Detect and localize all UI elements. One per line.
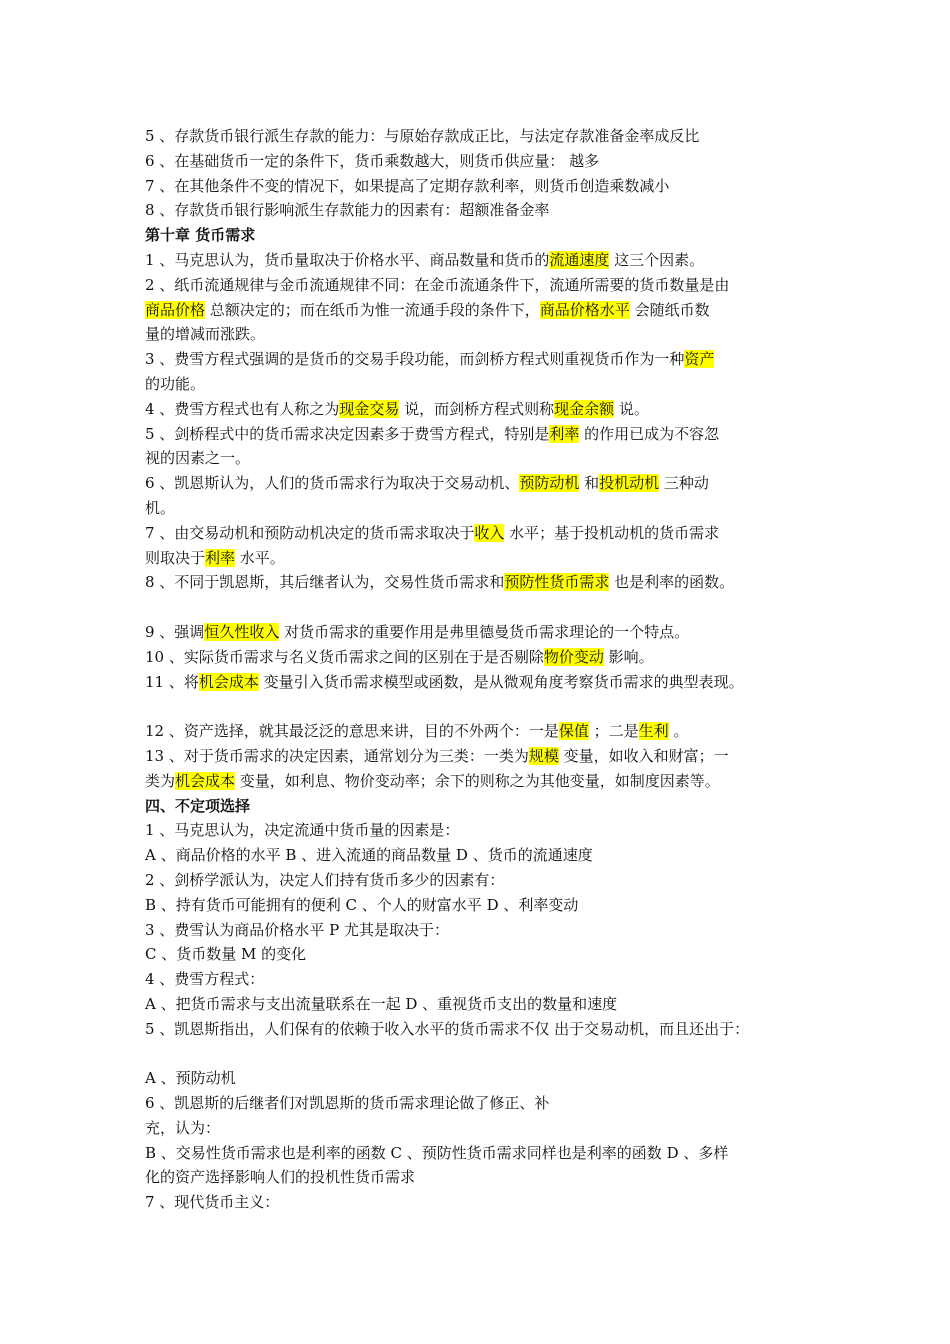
highlighted-answer: 生利	[638, 722, 669, 741]
text-segment: 水平。	[235, 548, 285, 567]
text-line: 充，认为：	[145, 1118, 221, 1137]
text-line	[145, 719, 825, 744]
text-segment: 7 、由交易动机和预防动机决定的货币需求取决于	[145, 523, 475, 542]
text-line	[145, 471, 825, 496]
text-segment: 说。	[614, 399, 649, 418]
text-line	[145, 422, 825, 447]
text-segment: 则取决于	[145, 548, 206, 567]
text-line	[145, 570, 825, 595]
highlighted-answer: 商品价格水平	[539, 300, 630, 319]
text-line: 7 、现代货币主义：	[145, 1193, 280, 1212]
text-line: 量的增减而涨跌。	[145, 325, 266, 344]
text-segment: 三种动	[659, 474, 709, 493]
text-segment: 9 、强调	[145, 622, 205, 641]
text-segment: 总额决定的；而在纸币为惟一流通手段的条件下，	[205, 300, 540, 319]
text-segment: 12 、资产选择，就其最泛泛的意思来讲，目的不外两个：一是	[145, 722, 559, 741]
text-segment: 1 、马克思认为，货币量取决于价格水平、商品数量和货币的	[145, 250, 550, 269]
text-line: 7 、在其他条件不变的情况下，如果提高了定期存款利率，则货币创造乘数减小	[145, 176, 670, 195]
text-line	[145, 645, 825, 670]
highlighted-answer: 保值	[558, 722, 589, 741]
text-segment: 13 、对于货币需求的决定因素，通常划分为三类：一类为	[145, 746, 529, 765]
highlighted-answer: 机会成本	[175, 771, 236, 790]
text-line: 视的因素之一。	[145, 449, 251, 468]
text-segment: 类为	[145, 771, 176, 790]
text-line: 6 、在基础货币一定的条件下，货币乘数越大，则货币供应量： 越多	[145, 151, 600, 170]
text-line	[145, 670, 825, 695]
text-line: 4 、费雪方程式：	[145, 970, 265, 989]
text-segment: 8 、不同于凯恩斯，其后继者认为，交易性货币需求和	[145, 573, 505, 592]
highlighted-answer: 恒久性收入	[204, 622, 280, 641]
highlighted-answer: 利率	[549, 424, 580, 443]
text-line: 化的资产选择影响人们的投机性货币需求	[145, 1168, 416, 1187]
text-segment: 说，而剑桥方程式则称	[399, 399, 555, 418]
text-segment: 对货币需求的重要作用是弗里德曼货币需求理论的一个特点。	[279, 622, 690, 641]
text-line	[145, 248, 825, 273]
text-line: B 、持有货币可能拥有的便利 C 、个人的财富水平 D 、利率变动	[145, 895, 579, 914]
text-line: A 、商品价格的水平 B 、进入流通的商品数量 D 、货币的流通速度	[145, 846, 593, 865]
highlighted-answer: 资产	[684, 350, 715, 369]
text-line: 5 、存款货币银行派生存款的能力：与原始存款成正比，与法定存款准备金率成反比	[145, 127, 700, 145]
text-line: A 、预防动机	[145, 1069, 236, 1088]
text-line: 1 、马克思认为，决定流通中货币量的因素是：	[145, 821, 460, 840]
text-line	[145, 298, 825, 323]
blank-line	[145, 694, 825, 719]
text-line	[145, 546, 825, 571]
highlighted-answer: 收入	[474, 523, 505, 542]
text-line: 6 、凯恩斯的后继者们对凯恩斯的货币需求理论做了修正、补	[145, 1094, 550, 1113]
text-segment: 水平；基于投机动机的货币需求	[504, 523, 720, 542]
highlighted-answer: 流通速度	[549, 250, 610, 269]
text-segment: 变量，如利息、物价变动率；余下的则称之为其他变量，如制度因素等。	[235, 771, 720, 790]
text-line: C 、货币数量 M 的变化	[145, 945, 307, 964]
text-line	[145, 347, 825, 372]
text-segment: 6 、凯恩斯认为，人们的货币需求行为取决于交易动机、	[145, 474, 520, 493]
text-line: 8 、存款货币银行影响派生存款能力的因素有：超额准备金率	[145, 201, 550, 220]
highlighted-answer: 现金余额	[554, 399, 615, 418]
text-segment: 变量引入货币需求模型或函数，是从微观角度考察货币需求的典型表现。	[258, 672, 744, 691]
text-segment: 也是利率的函数。	[609, 573, 735, 592]
highlighted-answer: 投机动机	[599, 474, 660, 493]
text-segment: 5 、剑桥程式中的货币需求决定因素多于费雪方程式，特别是	[145, 424, 550, 443]
text-line: B 、交易性货币需求也是利率的函数 C 、预防性货币需求同样也是利率的函数 D 、多样	[145, 1143, 729, 1162]
text-line: 3 、费雪认为商品价格水平 P 尤其是取决于：	[145, 920, 449, 939]
text-segment: 3 、费雪方程式强调的是货币的交易手段功能，而剑桥方程式则重视货币作为一种	[145, 350, 685, 369]
highlighted-answer: 机会成本	[198, 672, 259, 691]
text-line: 5 、凯恩斯指出，人们保有的依赖于收入水平的货币需求不仅 出于交易动机，而且还出于：	[145, 1019, 750, 1038]
text-segment: 4 、费雪方程式也有人称之为	[145, 399, 340, 418]
text-segment: 影响。	[603, 647, 654, 666]
text-line: 2 、剑桥学派认为，决定人们持有货币多少的因素有：	[145, 870, 505, 889]
highlighted-answer: 现金交易	[339, 399, 400, 418]
blank-line	[145, 1041, 825, 1066]
highlighted-answer: 规模	[528, 746, 559, 765]
highlighted-answer: 物价变动	[543, 647, 604, 666]
text-line	[145, 769, 825, 794]
highlighted-answer: 利率	[205, 548, 236, 567]
section-heading: 第十章 货币需求	[145, 226, 256, 245]
text-line: 机。	[145, 498, 176, 517]
section-heading: 四、不定项选择	[145, 796, 251, 815]
text-segment: 会随纸币数	[629, 300, 710, 319]
text-line: A 、把货币需求与支出流量联系在一起 D 、重视货币支出的数量和速度	[145, 994, 618, 1013]
text-segment: 和	[579, 474, 600, 493]
text-segment: ；二是	[588, 722, 639, 741]
document-body	[145, 124, 825, 1215]
text-line	[145, 744, 825, 769]
text-segment: 变量，如收入和财富；一	[558, 746, 729, 765]
text-segment: 的作用已成为不容忽	[579, 424, 720, 443]
text-segment: 。	[668, 722, 689, 741]
text-line	[145, 620, 825, 645]
highlighted-answer: 商品价格	[145, 300, 206, 319]
text-line: 2 、纸币流通规律与金币流通规律不同：在金币流通条件下，流通所需要的货币数量是由	[145, 275, 730, 294]
highlighted-answer: 预防动机	[519, 474, 580, 493]
text-segment: 10 、实际货币需求与名义货币需求之间的区别在于是否剔除	[145, 647, 544, 666]
text-segment: 这三个因素。	[609, 250, 705, 269]
text-line: 的功能。	[145, 374, 206, 393]
highlighted-answer: 预防性货币需求	[504, 573, 610, 592]
text-line	[145, 397, 825, 422]
text-line	[145, 521, 825, 546]
blank-line	[145, 595, 825, 620]
text-segment: 11 、将	[145, 672, 199, 691]
